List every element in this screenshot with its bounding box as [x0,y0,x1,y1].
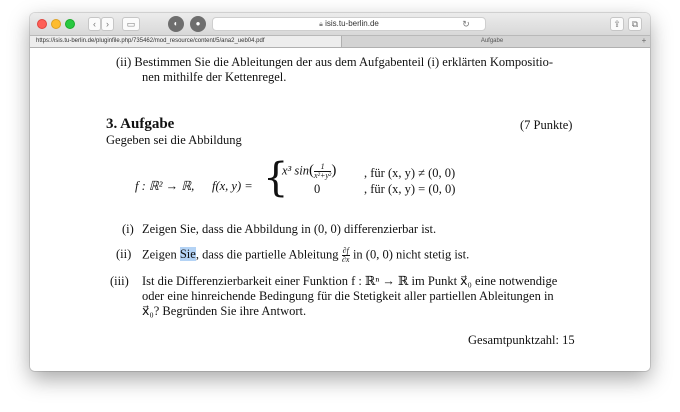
lock-icon: 🔒︎ [319,21,323,28]
task-points: (7 Punkte) [520,118,573,132]
task-title: 3. Aufgabe [106,116,175,132]
zoom-window-button[interactable] [65,19,75,29]
share-icon: ⇪ [613,19,621,29]
minimize-window-button[interactable] [51,19,61,29]
item-i-label: (i) [122,222,134,236]
tab-bar [30,36,650,48]
formula-brace: { [263,155,289,201]
tab-aufgabe[interactable]: Aufgabe [480,38,504,44]
extension-button[interactable] [168,16,184,32]
item-ii-text: Zeigen Sie, dass die partielle Ableitung $\frac{\partial f}{\partial x}$ in (0, 0) nicht stetig ist. [142,246,470,264]
share-button[interactable] [610,17,624,31]
privacy-button[interactable] [190,16,206,32]
pdf-content [30,48,650,371]
formula-lhs: f(x, y) = [212,179,253,193]
chevron-left-icon: ‹ [93,19,96,29]
prev-item-ii-line2: nen mithilfe der Kettenregel. [142,70,287,84]
sidebar-button[interactable] [122,17,140,31]
total-points: Gesamtpunktzahl: 15 [468,333,575,347]
forward-button[interactable] [101,17,114,31]
privacy-icon: ● [195,19,201,28]
item-iii-line2: oder eine hinreichende Bedingung für die Stetigkeit aller partiellen Ableitungen in [142,289,554,303]
close-window-button[interactable] [37,19,47,29]
tab-overview-button[interactable] [628,17,642,31]
formula-case2-condition: , für (x, y) = (0, 0) [364,182,456,196]
title-bar [30,13,650,36]
item-iii-line1: Ist die Differenzierbarkeit einer Funktion f : ℝⁿ → ℝ im Punkt x⃗₀ eine notwendige [142,274,558,288]
item-iii-line3: x⃗₀? Begründen Sie ihre Antwort. [142,304,307,318]
prev-item-ii-line1: (ii) Bestimmen Sie die Ableitungen der aus dem Aufgabenteil (i) erklärten Kompositio- [116,55,554,69]
tabs-icon: ⧉ [631,19,639,29]
address-text: isis.tu-berlin.de [325,19,379,28]
selected-text[interactable]: Sie [179,247,196,262]
back-button[interactable] [88,17,101,31]
formula-case1-expr: x³ sin( $\frac{1}{\text{x²+y²}}$ ) [282,162,337,180]
address-bar[interactable] [212,17,486,31]
extension-icon: ◐ [173,19,179,28]
plus-icon: + [641,36,647,45]
sidebar-icon: ▭ [126,19,136,29]
item-ii-label: (ii) [116,247,132,261]
tab-pdf[interactable]: https://isis.tu-berlin.de/pluginfile.php/735462/mod_resource/content/5/ana2_ueb04.pdf [30,36,342,47]
browser-window [30,13,650,371]
formula-case2-expr: 0 [314,182,321,196]
task-intro: Gegeben sei die Abbildung [106,133,242,147]
formula-map: f : ℝ² → ℝ, [135,179,195,193]
formula-case1-condition: , für (x, y) ≠ (0, 0) [364,166,456,180]
chevron-right-icon: › [106,19,109,29]
item-iii-label: (iii) [110,274,129,288]
reload-icon: ↻ [462,19,470,29]
reload-button[interactable] [460,18,472,30]
new-tab-button[interactable] [640,36,648,46]
item-i-text: Zeigen Sie, dass die Abbildung in (0, 0) differenzierbar ist. [142,222,437,236]
